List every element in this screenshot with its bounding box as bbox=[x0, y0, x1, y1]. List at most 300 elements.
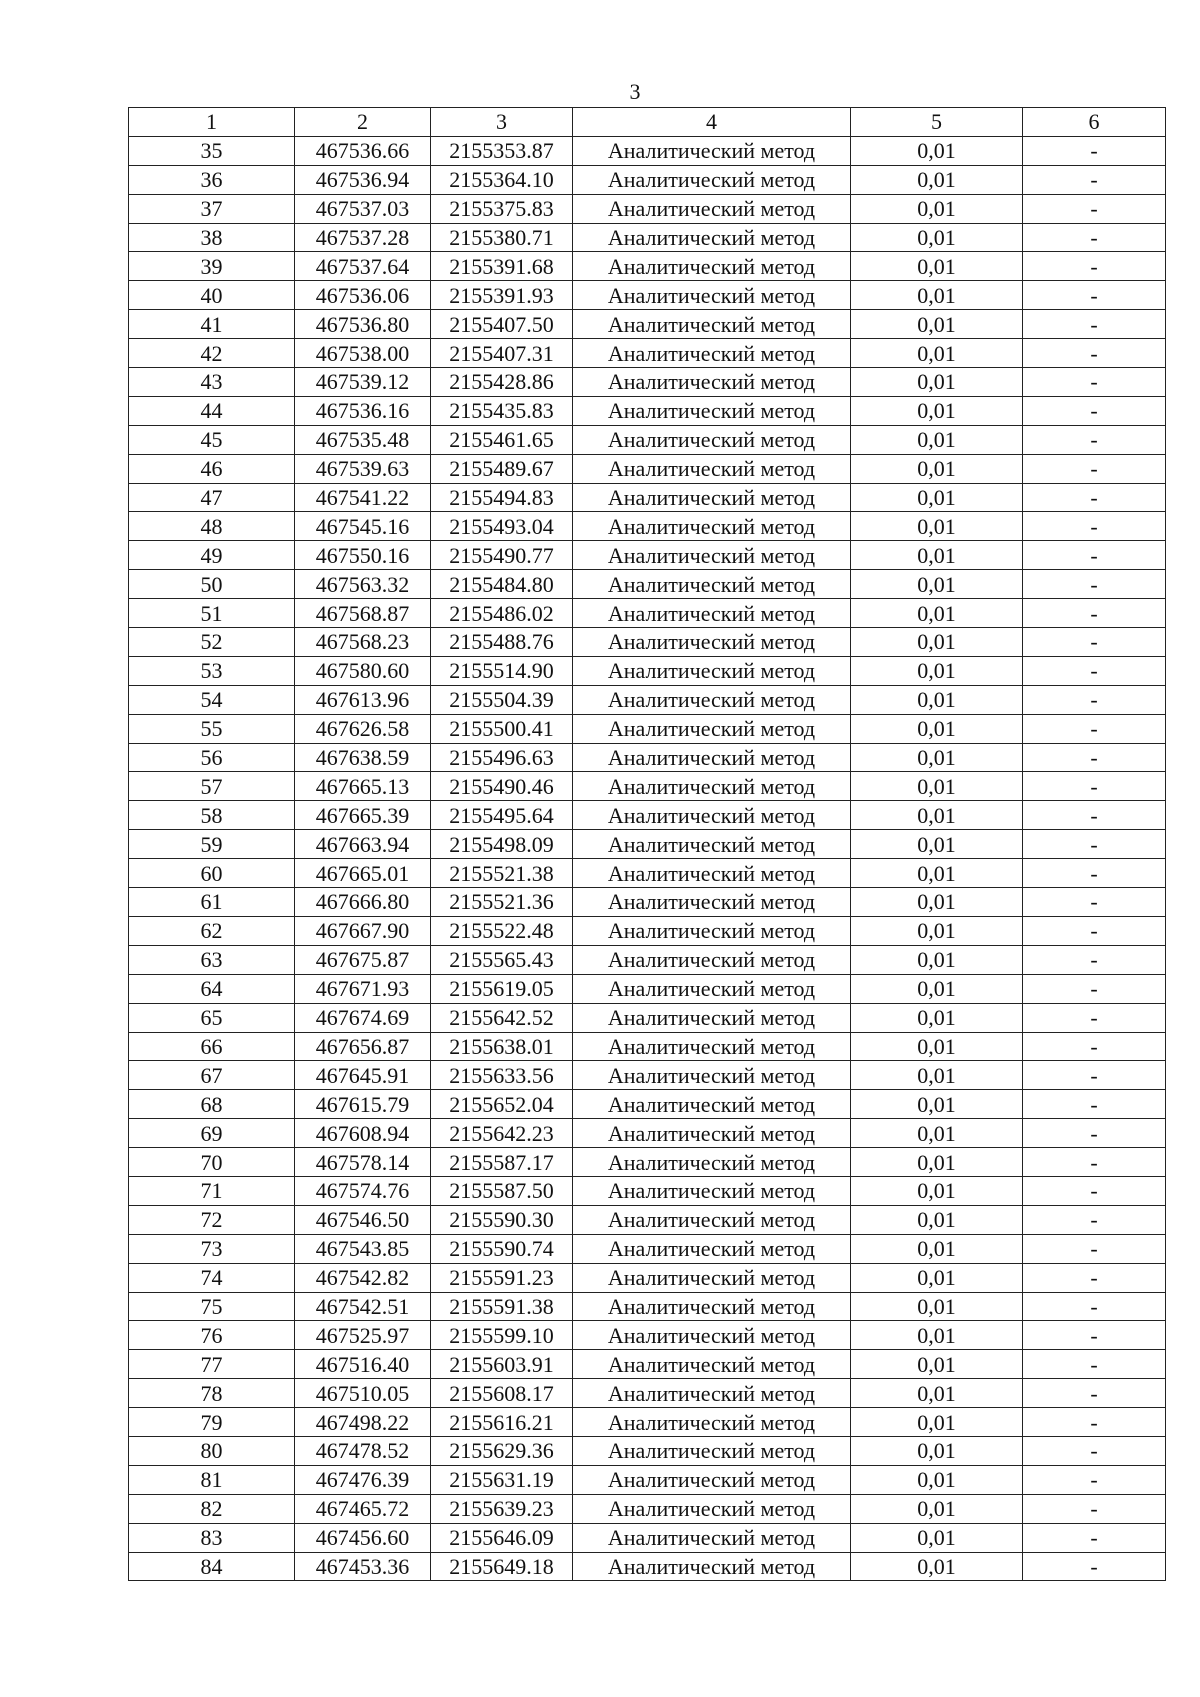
x-coordinate-cell: 467537.28 bbox=[295, 223, 431, 252]
point-number-cell: 37 bbox=[129, 194, 295, 223]
note-cell: - bbox=[1023, 656, 1166, 685]
method-cell: Аналитический метод bbox=[573, 1552, 851, 1581]
point-number-cell: 80 bbox=[129, 1436, 295, 1465]
method-cell: Аналитический метод bbox=[573, 1205, 851, 1234]
point-number-cell: 35 bbox=[129, 136, 295, 165]
y-coordinate-cell: 2155500.41 bbox=[431, 714, 573, 743]
x-coordinate-cell: 467674.69 bbox=[295, 1003, 431, 1032]
point-number-cell: 63 bbox=[129, 945, 295, 974]
accuracy-cell: 0,01 bbox=[851, 974, 1023, 1003]
table-row bbox=[129, 945, 1166, 974]
accuracy-cell: 0,01 bbox=[851, 194, 1023, 223]
x-coordinate-cell: 467667.90 bbox=[295, 916, 431, 945]
x-coordinate-cell: 467543.85 bbox=[295, 1234, 431, 1263]
y-coordinate-cell: 2155608.17 bbox=[431, 1379, 573, 1408]
y-coordinate-cell: 2155498.09 bbox=[431, 830, 573, 859]
x-coordinate-cell: 467613.96 bbox=[295, 685, 431, 714]
point-number-cell: 66 bbox=[129, 1032, 295, 1061]
accuracy-cell: 0,01 bbox=[851, 1379, 1023, 1408]
point-number-cell: 48 bbox=[129, 512, 295, 541]
table-row bbox=[129, 888, 1166, 917]
table-row bbox=[129, 483, 1166, 512]
note-cell: - bbox=[1023, 1061, 1166, 1090]
point-number-cell: 68 bbox=[129, 1090, 295, 1119]
note-cell: - bbox=[1023, 1263, 1166, 1292]
y-coordinate-cell: 2155591.38 bbox=[431, 1292, 573, 1321]
method-cell: Аналитический метод bbox=[573, 772, 851, 801]
x-coordinate-cell: 467542.82 bbox=[295, 1263, 431, 1292]
accuracy-cell: 0,01 bbox=[851, 541, 1023, 570]
table-row bbox=[129, 656, 1166, 685]
table-row bbox=[129, 570, 1166, 599]
table-row bbox=[129, 165, 1166, 194]
note-cell: - bbox=[1023, 368, 1166, 397]
table-row bbox=[129, 974, 1166, 1003]
note-cell: - bbox=[1023, 945, 1166, 974]
table-row bbox=[129, 194, 1166, 223]
y-coordinate-cell: 2155629.36 bbox=[431, 1436, 573, 1465]
point-number-cell: 50 bbox=[129, 570, 295, 599]
y-coordinate-cell: 2155486.02 bbox=[431, 599, 573, 628]
accuracy-cell: 0,01 bbox=[851, 628, 1023, 657]
table-row bbox=[129, 1436, 1166, 1465]
note-cell: - bbox=[1023, 714, 1166, 743]
method-cell: Аналитический метод bbox=[573, 454, 851, 483]
y-coordinate-cell: 2155633.56 bbox=[431, 1061, 573, 1090]
x-coordinate-cell: 467456.60 bbox=[295, 1523, 431, 1552]
note-cell: - bbox=[1023, 974, 1166, 1003]
y-coordinate-cell: 2155590.74 bbox=[431, 1234, 573, 1263]
accuracy-cell: 0,01 bbox=[851, 570, 1023, 599]
accuracy-cell: 0,01 bbox=[851, 368, 1023, 397]
point-number-cell: 55 bbox=[129, 714, 295, 743]
y-coordinate-cell: 2155587.50 bbox=[431, 1176, 573, 1205]
note-cell: - bbox=[1023, 1408, 1166, 1437]
accuracy-cell: 0,01 bbox=[851, 512, 1023, 541]
x-coordinate-cell: 467665.39 bbox=[295, 801, 431, 830]
x-coordinate-cell: 467537.64 bbox=[295, 252, 431, 281]
y-coordinate-cell: 2155639.23 bbox=[431, 1494, 573, 1523]
x-coordinate-cell: 467465.72 bbox=[295, 1494, 431, 1523]
method-cell: Аналитический метод bbox=[573, 396, 851, 425]
x-coordinate-cell: 467574.76 bbox=[295, 1176, 431, 1205]
y-coordinate-cell: 2155504.39 bbox=[431, 685, 573, 714]
y-coordinate-cell: 2155649.18 bbox=[431, 1552, 573, 1581]
header-row bbox=[129, 108, 1166, 137]
coordinates-table bbox=[128, 107, 1166, 1581]
point-number-cell: 81 bbox=[129, 1465, 295, 1494]
point-number-cell: 52 bbox=[129, 628, 295, 657]
accuracy-cell: 0,01 bbox=[851, 396, 1023, 425]
y-coordinate-cell: 2155391.93 bbox=[431, 281, 573, 310]
accuracy-cell: 0,01 bbox=[851, 339, 1023, 368]
point-number-cell: 46 bbox=[129, 454, 295, 483]
note-cell: - bbox=[1023, 310, 1166, 339]
method-cell: Аналитический метод bbox=[573, 916, 851, 945]
note-cell: - bbox=[1023, 916, 1166, 945]
point-number-cell: 36 bbox=[129, 165, 295, 194]
note-cell: - bbox=[1023, 1292, 1166, 1321]
table-row bbox=[129, 512, 1166, 541]
table-row bbox=[129, 830, 1166, 859]
y-coordinate-cell: 2155603.91 bbox=[431, 1350, 573, 1379]
y-coordinate-cell: 2155565.43 bbox=[431, 945, 573, 974]
y-coordinate-cell: 2155407.50 bbox=[431, 310, 573, 339]
method-cell: Аналитический метод bbox=[573, 888, 851, 917]
table-row bbox=[129, 223, 1166, 252]
note-cell: - bbox=[1023, 1350, 1166, 1379]
note-cell: - bbox=[1023, 1119, 1166, 1148]
note-cell: - bbox=[1023, 454, 1166, 483]
method-cell: Аналитический метод bbox=[573, 483, 851, 512]
point-number-cell: 40 bbox=[129, 281, 295, 310]
accuracy-cell: 0,01 bbox=[851, 483, 1023, 512]
note-cell: - bbox=[1023, 801, 1166, 830]
table-row bbox=[129, 714, 1166, 743]
point-number-cell: 84 bbox=[129, 1552, 295, 1581]
point-number-cell: 51 bbox=[129, 599, 295, 628]
point-number-cell: 67 bbox=[129, 1061, 295, 1090]
point-number-cell: 58 bbox=[129, 801, 295, 830]
point-number-cell: 53 bbox=[129, 656, 295, 685]
table-row bbox=[129, 772, 1166, 801]
table-row bbox=[129, 425, 1166, 454]
method-cell: Аналитический метод bbox=[573, 1176, 851, 1205]
point-number-cell: 83 bbox=[129, 1523, 295, 1552]
note-cell: - bbox=[1023, 1523, 1166, 1552]
y-coordinate-cell: 2155489.67 bbox=[431, 454, 573, 483]
note-cell: - bbox=[1023, 1494, 1166, 1523]
note-cell: - bbox=[1023, 223, 1166, 252]
point-number-cell: 65 bbox=[129, 1003, 295, 1032]
method-cell: Аналитический метод bbox=[573, 1379, 851, 1408]
table-row bbox=[129, 1465, 1166, 1494]
accuracy-cell: 0,01 bbox=[851, 310, 1023, 339]
x-coordinate-cell: 467536.80 bbox=[295, 310, 431, 339]
x-coordinate-cell: 467608.94 bbox=[295, 1119, 431, 1148]
note-cell: - bbox=[1023, 1148, 1166, 1177]
table-row bbox=[129, 1234, 1166, 1263]
method-cell: Аналитический метод bbox=[573, 425, 851, 454]
x-coordinate-cell: 467663.94 bbox=[295, 830, 431, 859]
note-cell: - bbox=[1023, 483, 1166, 512]
note-cell: - bbox=[1023, 252, 1166, 281]
table-row bbox=[129, 1292, 1166, 1321]
accuracy-cell: 0,01 bbox=[851, 772, 1023, 801]
point-number-cell: 41 bbox=[129, 310, 295, 339]
method-cell: Аналитический метод bbox=[573, 801, 851, 830]
note-cell: - bbox=[1023, 570, 1166, 599]
y-coordinate-cell: 2155364.10 bbox=[431, 165, 573, 194]
table-row bbox=[129, 136, 1166, 165]
table-row bbox=[129, 1032, 1166, 1061]
accuracy-cell: 0,01 bbox=[851, 685, 1023, 714]
note-cell: - bbox=[1023, 1090, 1166, 1119]
y-coordinate-cell: 2155407.31 bbox=[431, 339, 573, 368]
method-cell: Аналитический метод bbox=[573, 541, 851, 570]
method-cell: Аналитический метод bbox=[573, 974, 851, 1003]
table-row bbox=[129, 1003, 1166, 1032]
y-coordinate-cell: 2155490.77 bbox=[431, 541, 573, 570]
method-cell: Аналитический метод bbox=[573, 1465, 851, 1494]
accuracy-cell: 0,01 bbox=[851, 1148, 1023, 1177]
point-number-cell: 79 bbox=[129, 1408, 295, 1437]
y-coordinate-cell: 2155619.05 bbox=[431, 974, 573, 1003]
accuracy-cell: 0,01 bbox=[851, 1321, 1023, 1350]
method-cell: Аналитический метод bbox=[573, 859, 851, 888]
point-number-cell: 45 bbox=[129, 425, 295, 454]
y-coordinate-cell: 2155490.46 bbox=[431, 772, 573, 801]
y-coordinate-cell: 2155631.19 bbox=[431, 1465, 573, 1494]
x-coordinate-cell: 467537.03 bbox=[295, 194, 431, 223]
table-row bbox=[129, 1061, 1166, 1090]
method-cell: Аналитический метод bbox=[573, 830, 851, 859]
accuracy-cell: 0,01 bbox=[851, 1032, 1023, 1061]
accuracy-cell: 0,01 bbox=[851, 1003, 1023, 1032]
point-number-cell: 77 bbox=[129, 1350, 295, 1379]
table-row bbox=[129, 1090, 1166, 1119]
point-number-cell: 75 bbox=[129, 1292, 295, 1321]
accuracy-cell: 0,01 bbox=[851, 1292, 1023, 1321]
note-cell: - bbox=[1023, 1234, 1166, 1263]
note-cell: - bbox=[1023, 1205, 1166, 1234]
x-coordinate-cell: 467536.66 bbox=[295, 136, 431, 165]
point-number-cell: 39 bbox=[129, 252, 295, 281]
method-cell: Аналитический метод bbox=[573, 1090, 851, 1119]
note-cell: - bbox=[1023, 1379, 1166, 1408]
x-coordinate-cell: 467665.13 bbox=[295, 772, 431, 801]
accuracy-cell: 0,01 bbox=[851, 425, 1023, 454]
table-row bbox=[129, 454, 1166, 483]
point-number-cell: 62 bbox=[129, 916, 295, 945]
y-coordinate-cell: 2155646.09 bbox=[431, 1523, 573, 1552]
method-cell: Аналитический метод bbox=[573, 1263, 851, 1292]
note-cell: - bbox=[1023, 888, 1166, 917]
y-coordinate-cell: 2155461.65 bbox=[431, 425, 573, 454]
note-cell: - bbox=[1023, 281, 1166, 310]
method-cell: Аналитический метод bbox=[573, 1436, 851, 1465]
y-coordinate-cell: 2155599.10 bbox=[431, 1321, 573, 1350]
note-cell: - bbox=[1023, 772, 1166, 801]
note-cell: - bbox=[1023, 1003, 1166, 1032]
x-coordinate-cell: 467615.79 bbox=[295, 1090, 431, 1119]
table-row bbox=[129, 1408, 1166, 1437]
x-coordinate-cell: 467546.50 bbox=[295, 1205, 431, 1234]
x-coordinate-cell: 467545.16 bbox=[295, 512, 431, 541]
table-row bbox=[129, 628, 1166, 657]
note-cell: - bbox=[1023, 830, 1166, 859]
point-number-cell: 57 bbox=[129, 772, 295, 801]
accuracy-cell: 0,01 bbox=[851, 454, 1023, 483]
accuracy-cell: 0,01 bbox=[851, 1494, 1023, 1523]
y-coordinate-cell: 2155435.83 bbox=[431, 396, 573, 425]
x-coordinate-cell: 467539.63 bbox=[295, 454, 431, 483]
point-number-cell: 56 bbox=[129, 743, 295, 772]
accuracy-cell: 0,01 bbox=[851, 830, 1023, 859]
method-cell: Аналитический метод bbox=[573, 1321, 851, 1350]
table-row bbox=[129, 396, 1166, 425]
note-cell: - bbox=[1023, 541, 1166, 570]
y-coordinate-cell: 2155493.04 bbox=[431, 512, 573, 541]
x-coordinate-cell: 467536.94 bbox=[295, 165, 431, 194]
accuracy-cell: 0,01 bbox=[851, 599, 1023, 628]
note-cell: - bbox=[1023, 136, 1166, 165]
accuracy-cell: 0,01 bbox=[851, 656, 1023, 685]
x-coordinate-cell: 467656.87 bbox=[295, 1032, 431, 1061]
accuracy-cell: 0,01 bbox=[851, 1408, 1023, 1437]
y-coordinate-cell: 2155587.17 bbox=[431, 1148, 573, 1177]
point-number-cell: 78 bbox=[129, 1379, 295, 1408]
table-row bbox=[129, 1321, 1166, 1350]
method-cell: Аналитический метод bbox=[573, 1494, 851, 1523]
y-coordinate-cell: 2155494.83 bbox=[431, 483, 573, 512]
table-row bbox=[129, 281, 1166, 310]
point-number-cell: 70 bbox=[129, 1148, 295, 1177]
table-row bbox=[129, 1148, 1166, 1177]
accuracy-cell: 0,01 bbox=[851, 916, 1023, 945]
x-coordinate-cell: 467671.93 bbox=[295, 974, 431, 1003]
accuracy-cell: 0,01 bbox=[851, 1061, 1023, 1090]
table-header bbox=[129, 108, 1166, 137]
table-row bbox=[129, 859, 1166, 888]
note-cell: - bbox=[1023, 628, 1166, 657]
table-row bbox=[129, 916, 1166, 945]
y-coordinate-cell: 2155495.64 bbox=[431, 801, 573, 830]
x-coordinate-cell: 467580.60 bbox=[295, 656, 431, 685]
method-cell: Аналитический метод bbox=[573, 194, 851, 223]
method-cell: Аналитический метод bbox=[573, 656, 851, 685]
method-cell: Аналитический метод bbox=[573, 223, 851, 252]
table-row bbox=[129, 743, 1166, 772]
accuracy-cell: 0,01 bbox=[851, 223, 1023, 252]
accuracy-cell: 0,01 bbox=[851, 945, 1023, 974]
note-cell: - bbox=[1023, 743, 1166, 772]
point-number-cell: 69 bbox=[129, 1119, 295, 1148]
x-coordinate-cell: 467536.16 bbox=[295, 396, 431, 425]
point-number-cell: 82 bbox=[129, 1494, 295, 1523]
note-cell: - bbox=[1023, 1552, 1166, 1581]
method-cell: Аналитический метод bbox=[573, 685, 851, 714]
point-number-cell: 38 bbox=[129, 223, 295, 252]
method-cell: Аналитический метод bbox=[573, 1003, 851, 1032]
x-coordinate-cell: 467478.52 bbox=[295, 1436, 431, 1465]
method-cell: Аналитический метод bbox=[573, 1061, 851, 1090]
table-row bbox=[129, 1379, 1166, 1408]
note-cell: - bbox=[1023, 194, 1166, 223]
table-row bbox=[129, 599, 1166, 628]
y-coordinate-cell: 2155484.80 bbox=[431, 570, 573, 599]
point-number-cell: 44 bbox=[129, 396, 295, 425]
method-cell: Аналитический метод bbox=[573, 1148, 851, 1177]
accuracy-cell: 0,01 bbox=[851, 136, 1023, 165]
x-coordinate-cell: 467516.40 bbox=[295, 1350, 431, 1379]
y-coordinate-cell: 2155488.76 bbox=[431, 628, 573, 657]
accuracy-cell: 0,01 bbox=[851, 281, 1023, 310]
point-number-cell: 49 bbox=[129, 541, 295, 570]
accuracy-cell: 0,01 bbox=[851, 1350, 1023, 1379]
table-row bbox=[129, 1523, 1166, 1552]
table-row bbox=[129, 541, 1166, 570]
y-coordinate-cell: 2155591.23 bbox=[431, 1263, 573, 1292]
column-header-4: 4 bbox=[573, 108, 851, 137]
column-header-1: 1 bbox=[129, 108, 295, 137]
point-number-cell: 71 bbox=[129, 1176, 295, 1205]
method-cell: Аналитический метод bbox=[573, 1234, 851, 1263]
method-cell: Аналитический метод bbox=[573, 1119, 851, 1148]
note-cell: - bbox=[1023, 1465, 1166, 1494]
x-coordinate-cell: 467626.58 bbox=[295, 714, 431, 743]
note-cell: - bbox=[1023, 1321, 1166, 1350]
x-coordinate-cell: 467453.36 bbox=[295, 1552, 431, 1581]
table-row bbox=[129, 1350, 1166, 1379]
accuracy-cell: 0,01 bbox=[851, 1263, 1023, 1292]
note-cell: - bbox=[1023, 1032, 1166, 1061]
y-coordinate-cell: 2155521.36 bbox=[431, 888, 573, 917]
accuracy-cell: 0,01 bbox=[851, 1176, 1023, 1205]
y-coordinate-cell: 2155522.48 bbox=[431, 916, 573, 945]
y-coordinate-cell: 2155428.86 bbox=[431, 368, 573, 397]
point-number-cell: 59 bbox=[129, 830, 295, 859]
accuracy-cell: 0,01 bbox=[851, 801, 1023, 830]
accuracy-cell: 0,01 bbox=[851, 1523, 1023, 1552]
table-row bbox=[129, 801, 1166, 830]
accuracy-cell: 0,01 bbox=[851, 859, 1023, 888]
x-coordinate-cell: 467525.97 bbox=[295, 1321, 431, 1350]
y-coordinate-cell: 2155496.63 bbox=[431, 743, 573, 772]
note-cell: - bbox=[1023, 1176, 1166, 1205]
method-cell: Аналитический метод bbox=[573, 1408, 851, 1437]
accuracy-cell: 0,01 bbox=[851, 1119, 1023, 1148]
column-header-5: 5 bbox=[851, 108, 1023, 137]
x-coordinate-cell: 467538.00 bbox=[295, 339, 431, 368]
column-header-3: 3 bbox=[431, 108, 573, 137]
accuracy-cell: 0,01 bbox=[851, 1552, 1023, 1581]
accuracy-cell: 0,01 bbox=[851, 1234, 1023, 1263]
note-cell: - bbox=[1023, 685, 1166, 714]
y-coordinate-cell: 2155521.38 bbox=[431, 859, 573, 888]
note-cell: - bbox=[1023, 599, 1166, 628]
x-coordinate-cell: 467542.51 bbox=[295, 1292, 431, 1321]
point-number-cell: 73 bbox=[129, 1234, 295, 1263]
y-coordinate-cell: 2155616.21 bbox=[431, 1408, 573, 1437]
point-number-cell: 42 bbox=[129, 339, 295, 368]
x-coordinate-cell: 467476.39 bbox=[295, 1465, 431, 1494]
table-row bbox=[129, 1119, 1166, 1148]
y-coordinate-cell: 2155642.52 bbox=[431, 1003, 573, 1032]
accuracy-cell: 0,01 bbox=[851, 1205, 1023, 1234]
table-row bbox=[129, 685, 1166, 714]
accuracy-cell: 0,01 bbox=[851, 165, 1023, 194]
y-coordinate-cell: 2155638.01 bbox=[431, 1032, 573, 1061]
accuracy-cell: 0,01 bbox=[851, 1090, 1023, 1119]
method-cell: Аналитический метод bbox=[573, 339, 851, 368]
table-body bbox=[129, 136, 1166, 1581]
x-coordinate-cell: 467665.01 bbox=[295, 859, 431, 888]
point-number-cell: 74 bbox=[129, 1263, 295, 1292]
method-cell: Аналитический метод bbox=[573, 252, 851, 281]
method-cell: Аналитический метод bbox=[573, 714, 851, 743]
y-coordinate-cell: 2155590.30 bbox=[431, 1205, 573, 1234]
x-coordinate-cell: 467675.87 bbox=[295, 945, 431, 974]
point-number-cell: 76 bbox=[129, 1321, 295, 1350]
table-row bbox=[129, 368, 1166, 397]
table-row bbox=[129, 1552, 1166, 1581]
y-coordinate-cell: 2155391.68 bbox=[431, 252, 573, 281]
point-number-cell: 47 bbox=[129, 483, 295, 512]
x-coordinate-cell: 467568.23 bbox=[295, 628, 431, 657]
point-number-cell: 43 bbox=[129, 368, 295, 397]
x-coordinate-cell: 467568.87 bbox=[295, 599, 431, 628]
